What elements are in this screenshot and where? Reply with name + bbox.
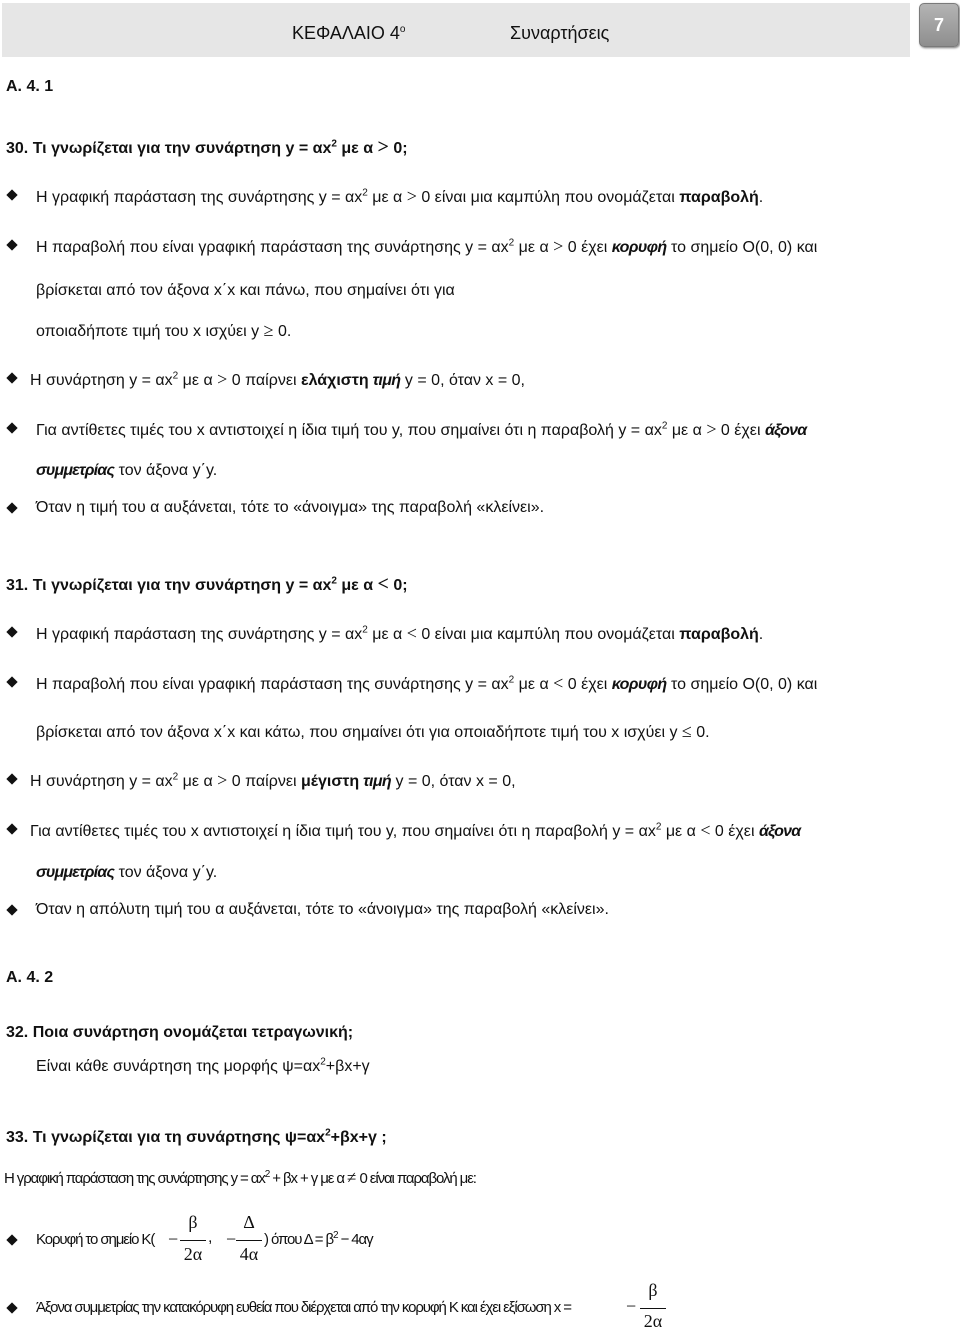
greater-than-symbol: > [553,236,564,256]
less-than-symbol: < [406,623,417,643]
text: 0 έχει [710,823,759,840]
term-symmetry: συμμετρίας [36,864,115,881]
term-value: τιμή [359,773,392,790]
text: Η παραβολή που είναι γραφική παράσταση της συνάρτησης y = αx [36,676,509,693]
q33-axis-label: Άξονα συμμετρίας την κατακόρυφη ευθεία που διέρχεται από την κορυφή Κ και έχει εξίσωση x = [36,1299,571,1316]
page-number-badge: 7 [919,3,959,47]
text: 0 είναι μια καμπύλη που ονομάζεται [416,189,680,206]
section-heading-a41: Α. 4. 1 [6,78,54,95]
text: Η γραφική παράσταση της συνάρτησης y = αx [36,189,363,206]
less-than-symbol: < [700,820,711,840]
q33-vertex-label: Κορυφή το σημείο Κ( [36,1231,155,1248]
text: + βx + γ με α [269,1170,348,1187]
greater-than-symbol: > [377,136,389,158]
exponent: 2 [264,1169,270,1180]
bullet-icon [6,1234,17,1245]
q30-bullet-3 [30,369,525,390]
question-30-title [6,136,408,159]
text: Είναι κάθε συνάρτηση της μορφής ψ=αx [36,1058,321,1075]
not-equal-symbol: ≠ [347,1168,357,1187]
text: το σημείο Ο(0, 0) και [666,239,818,256]
fraction-numerator: β [188,1212,198,1232]
chapter-label: ΚΕΦΑΛΑΙΟ 4 [292,23,400,43]
exponent: 2 [331,575,337,587]
q33-intro [4,1168,476,1188]
q31-bullet-4-line2 [36,864,217,882]
q30-bullet-2-line3 [36,320,291,341]
exponent: 2 [508,674,515,686]
bullet-icon [6,502,17,513]
minus-symbol: − [168,1229,179,1249]
term-symmetry: συμμετρίας [36,462,115,479]
bullet-icon [6,1302,17,1313]
text: ) όπου Δ = β [264,1231,334,1248]
text: 0 έχει [563,676,612,693]
q31-bullet-4 [30,820,800,841]
text: 0 παίρνει [227,773,301,790]
q30-bullet-4 [36,419,806,440]
fraction-bar [640,1308,666,1309]
exponent: 2 [320,1056,326,1068]
greater-than-symbol: > [217,770,228,790]
exponent: 2 [331,138,337,150]
text: 0. [273,323,292,340]
text: Η γραφική παράσταση της συνάρτησης y = αx [36,626,363,643]
term-value: τιμή [368,372,401,389]
chapter-subtitle: Συναρτήσεις [510,23,610,43]
text: 33. Τι γνωρίζεται για τη συνάρτησης ψ=αx [6,1129,326,1146]
text: Η συνάρτηση y = αx [30,773,173,790]
text: . [758,626,764,643]
q30-bullet-2-line2: βρίσκεται από τον άξονα x΄x και πάνω, που σημαίνει ότι για [36,282,455,299]
text: 0 είναι μια καμπύλη που ονομάζεται [416,626,680,643]
minus-symbol: − [626,1296,637,1316]
less-than-symbol: < [553,673,564,693]
section-heading-a42: Α. 4. 2 [6,969,54,986]
q31-bullet-1 [36,623,763,644]
bullet-icon [6,626,17,637]
term-minimum: ελάχιστη [300,372,369,389]
exponent: 2 [655,821,662,833]
less-than-symbol: < [377,573,389,595]
bullet-icon [6,904,17,915]
exponent: 2 [172,370,179,382]
minus-symbol: − [226,1229,237,1249]
q31-bullet-2-line2 [36,721,710,742]
q30-bullet-2 [36,236,817,257]
greater-than-symbol: > [706,419,717,439]
q31-bullet-2 [36,673,817,694]
exponent: 2 [508,237,515,249]
q33-delta-definition [264,1231,373,1248]
comma: , [208,1229,213,1246]
exponent: 2 [325,1127,331,1139]
chapter-title [292,23,405,44]
text: 0. [691,724,710,741]
chapter-superscript: ο [399,24,406,35]
fraction-numerator: Δ [243,1212,255,1232]
fraction-bar [180,1240,206,1241]
text: με α [367,189,407,206]
q30-bullet-1 [36,186,763,207]
fraction-numerator: β [648,1280,658,1300]
q30-title-text: 30. Τι γνωρίζεται για την συνάρτηση y = αx [6,140,332,157]
bullet-icon [6,823,17,834]
fraction-bar [236,1240,262,1241]
exponent: 2 [362,624,368,636]
exponent: 2 [172,771,179,783]
fraction-denominator: 2α [643,1311,663,1331]
exponent: 2 [661,420,668,432]
q30-bullet-5: Όταν η τιμή του α αυξάνεται, τότε το «άνοιγμα» της παραβολή «κλείνει». [36,499,545,516]
greater-equal-symbol: ≥ [263,320,274,340]
text: 0 είναι παραβολή με: [356,1170,476,1187]
q31-title-end: 0; [388,577,408,594]
question-32-title: 32. Ποια συνάρτηση ονομάζεται τετραγωνική; [6,1024,354,1041]
q31-title-text2: με α [336,577,378,594]
text: το σημείο Ο(0, 0) και [666,676,818,693]
term-parabola: παραβολή [679,626,759,643]
bullet-icon [6,239,17,250]
bullet-icon [6,773,17,784]
bullet-icon [6,189,17,200]
bullet-icon [6,372,17,383]
text: Για αντίθετες τιμές του x αντιστοιχεί η ίδια τιμή του y, που σημαίνει ότι η παραβολή y = αx [30,823,656,840]
q31-title-text: 31. Τι γνωρίζεται για την συνάρτηση y = αx [6,577,332,594]
text: τον άξονα y΄y. [114,462,218,479]
text: − 4αγ [337,1231,373,1248]
text: με α [178,372,218,389]
text: Η γραφική παράσταση της συνάρτησης y = αx [4,1170,265,1187]
text: βρίσκεται από τον άξονα x΄x και κάτω, που σημαίνει ότι για οποιαδήποτε τιμή του x ισχύει y [36,724,682,741]
greater-than-symbol: > [406,186,417,206]
text: με α [367,626,407,643]
text: Για αντίθετες τιμές του x αντιστοιχεί η ίδια τιμή του y, που σημαίνει ότι η παραβολή y = αx [36,422,662,439]
text: 0 παίρνει [227,372,301,389]
text: με α [514,239,554,256]
text: . [758,189,764,206]
q30-title-text2: με α [336,140,378,157]
fraction-denominator: 2α [183,1244,203,1264]
term-axis: άξονα [758,823,801,840]
text: οποιαδήποτε τιμή του x ισχύει y [36,323,264,340]
question-33-title [6,1129,387,1147]
text: τον άξονα y΄y. [114,864,218,881]
exponent: 2 [362,187,368,199]
text: με α [661,823,701,840]
bullet-icon [6,676,17,687]
text: με α [178,773,218,790]
less-equal-symbol: ≤ [681,721,692,741]
bullet-icon [6,422,17,433]
fraction-denominator: 4α [239,1244,259,1264]
text: y = 0, όταν x = 0, [391,773,516,790]
text: y = 0, όταν x = 0, [400,372,525,389]
term-parabola: παραβολή [679,189,759,206]
text: +βx+γ [325,1058,370,1075]
chapter-header-bar [2,3,910,57]
text: με α [514,676,554,693]
text: Η παραβολή που είναι γραφική παράσταση της συνάρτησης y = αx [36,239,509,256]
text: 0 έχει [563,239,612,256]
term-maximum: μέγιστη [300,773,360,790]
text: 0 έχει [716,422,765,439]
greater-than-symbol: > [217,369,228,389]
q30-bullet-4-line2 [36,462,217,480]
q32-answer [36,1058,370,1076]
term-axis: άξονα [764,422,807,439]
q31-bullet-5: Όταν η απόλυτη τιμή του α αυξάνεται, τότε το «άνοιγμα» της παραβολή «κλείνει». [36,901,609,918]
term-vertex: κορυφή [611,676,667,693]
term-vertex: κορυφή [611,239,667,256]
exponent: 2 [333,1230,338,1241]
question-31-title [6,573,408,596]
text: με α [667,422,707,439]
text: +βx+γ ; [330,1129,387,1146]
text: Η συνάρτηση y = αx [30,372,173,389]
q30-title-end: 0; [388,140,408,157]
q31-bullet-3 [30,770,516,791]
